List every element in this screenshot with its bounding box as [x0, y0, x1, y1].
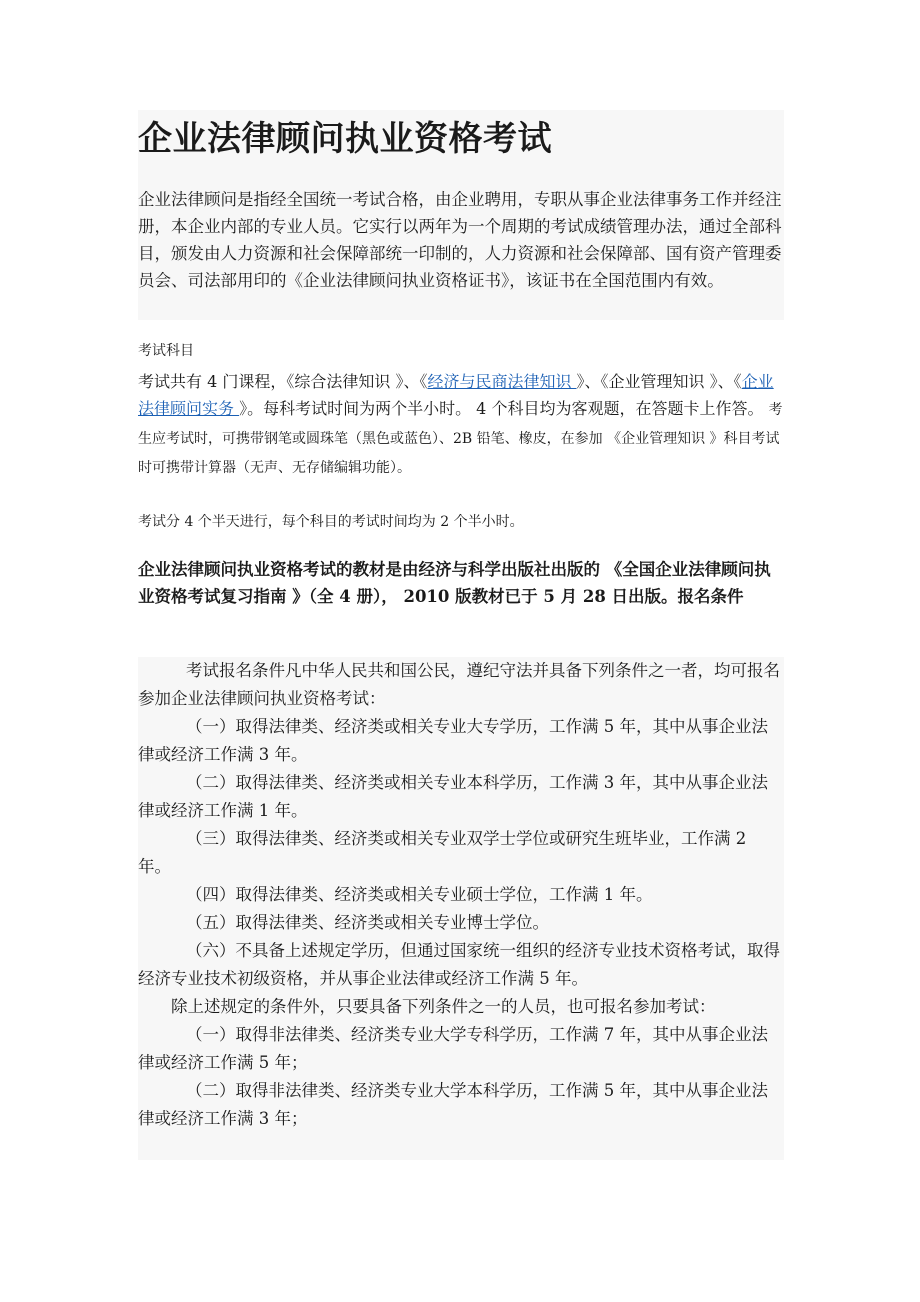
extra-requirements-intro: 除上述规定的条件外，只要具备下列条件之一的人员，也可报名参加考试：: [171, 997, 716, 1016]
requirement-item: （六）不具备上述规定学历，但通过国家统一组织的经济专业技术资格考试，取得经济专业技术初级资格，并从事企业法律或经济工作满 5 年。: [138, 941, 780, 988]
requirement-item: （二）取得法律类、经济类或相关专业本科学历，工作满 3 年，其中从事企业法律或经济工作满 1 年。: [138, 773, 768, 820]
subjects-heading: 考试科目: [138, 343, 194, 359]
subjects-text-a: 考试共有 4 门课程，《综合法律知识 》、《: [138, 372, 428, 391]
requirements-section: [138, 657, 784, 1160]
requirement-item: （三）取得法律类、经济类或相关专业双学士学位或研究生班毕业，工作满 2 年。: [138, 829, 747, 876]
subjects-paragraph: [138, 368, 784, 482]
link-legal-counsel-practice[interactable]: 企业法律顾问实务: [138, 372, 774, 418]
extra-requirement-item: （二）取得非法律类、经济类专业大学本科学历，工作满 5 年，其中从事企业法律或经济工作满 3 年；: [138, 1081, 768, 1128]
link-economic-civil-law[interactable]: 经济与民商法律知识: [427, 372, 577, 391]
requirement-item: （一）取得法律类、经济类或相关专业大专学历，工作满 5 年，其中从事企业法律或经济工作满 3 年。: [138, 717, 768, 764]
intro-paragraph: 企业法律顾问是指经全国统一考试合格，由企业聘用，专职从事企业法律事务工作并经注册，本企业内部的专业人员。它实行以两年为一个周期的考试成绩管理办法，通过全部科目，颁发由人力资源和社会保障部统一印制的，人力资源和社会保障部、国有资产管理委员会、司法部用印的《企业法律顾问执业资格证书》，该证书在全国范围内有效。: [138, 190, 782, 290]
textbook-paragraph: 企业法律顾问执业资格考试的教材是由经济与科学出版社出版的 《全国企业法律顾问执业资格考试复习指南 》（全 4 册）， 2010 版教材已于 5 月 28 日出版。报名条件: [138, 560, 771, 606]
extra-requirement-item: （一）取得非法律类、经济类专业大学专科学历，工作满 7 年，其中从事企业法律或经济工作满 5 年；: [138, 1025, 768, 1072]
requirements-intro: 考试报名条件凡中华人民共和国公民，遵纪守法并具备下列条件之一者，均可报名参加企业法律顾问执业资格考试：: [138, 661, 780, 708]
subjects-text-c: 》。每科考试时间为两个半小时。 4 个科目均为客观题，在答题卡上作答。: [239, 399, 764, 418]
subjects-materials-note: 考生应考试时，可携带钢笔或圆珠笔（黑色或蓝色）、2B 铅笔、橡皮，在参加 《企业管理知识 》科目考试时可携带计算器（无声、无存储编辑功能）。: [138, 402, 783, 476]
title-section: [138, 110, 784, 320]
subjects-text-b: 》、《企业管理知识 》、《: [576, 372, 742, 391]
requirement-item: （五）取得法律类、经济类或相关专业博士学位。: [186, 913, 549, 932]
exam-schedule-note: 考试分 4 个半天进行，每个科目的考试时间均为 2 个半小时。: [138, 514, 524, 530]
requirement-item: （四）取得法律类、经济类或相关专业硕士学位，工作满 1 年。: [186, 885, 653, 904]
page-title: 企业法律顾问执业资格考试: [138, 119, 552, 159]
